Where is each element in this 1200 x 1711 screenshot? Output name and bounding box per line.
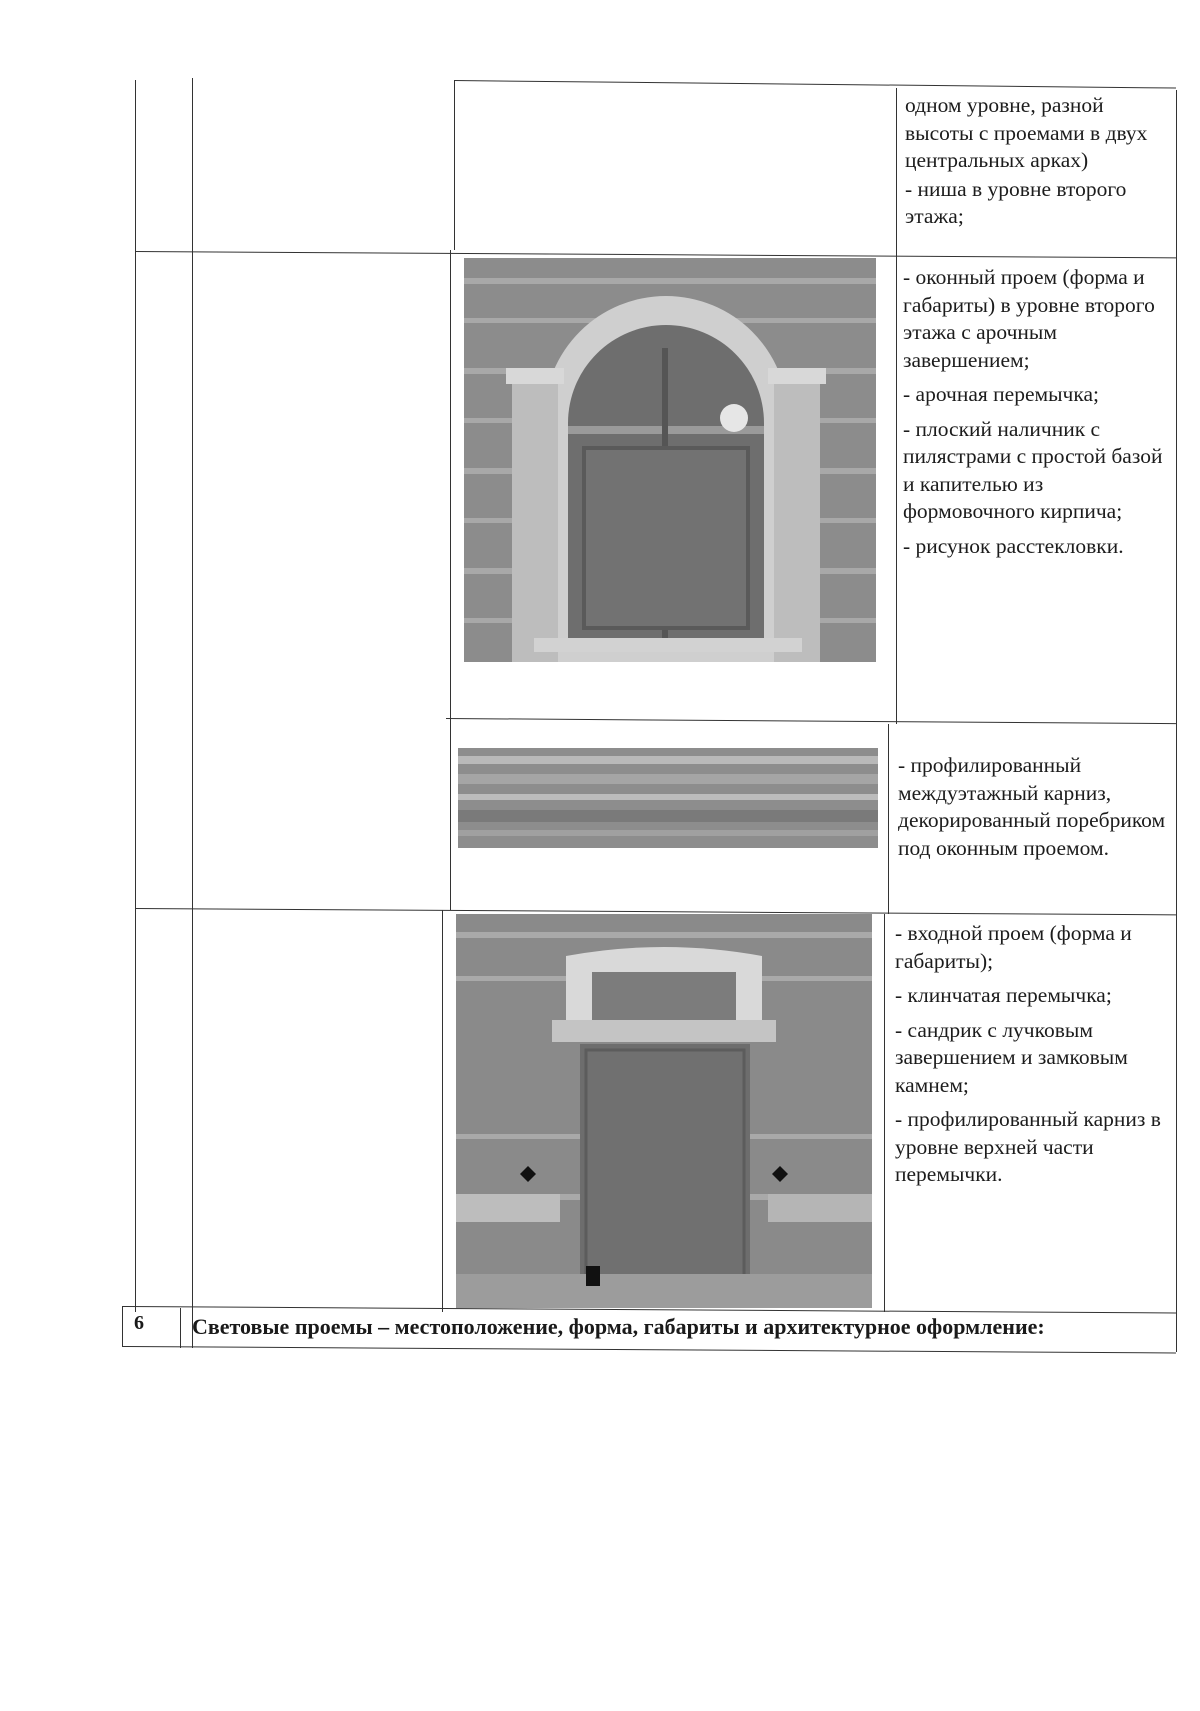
grid-line — [896, 88, 897, 724]
cornice-photo — [458, 748, 878, 848]
description-line: - ниша в уровне второго этажа; — [905, 176, 1127, 228]
grid-line — [442, 910, 443, 1312]
description-line: - рисунок расстекловки. — [903, 533, 1124, 558]
description-line: одном уровне, разной высоты с проемами в двух центральных арках) — [905, 93, 1148, 172]
description-line: - плоский наличник с пилястрами с простой базой и капителью из формовочного кирпича; — [903, 416, 1163, 523]
grid-line — [1176, 90, 1177, 1352]
description-cell-cornice — [898, 752, 1173, 869]
grid-line — [122, 1306, 123, 1346]
description-line: - входной проем (форма и габариты); — [895, 921, 1132, 973]
description-line: - профилированный междуэтажный карниз, декорированный поребриком под оконным проемом. — [898, 753, 1166, 860]
description-line: - сандрик с лучковым завершением и замковым камнем; — [895, 1017, 1128, 1097]
grid-line — [454, 80, 455, 250]
description-cell-window — [903, 264, 1173, 567]
grid-line — [454, 80, 1176, 89]
grid-line — [888, 724, 889, 914]
entrance-door-photo — [456, 914, 872, 1308]
description-line: - профилированный карниз в уровне верхней части перемычки. — [895, 1107, 1161, 1186]
description-line: - клинчатая перемычка; — [895, 983, 1112, 1007]
description-line: - оконный проем (форма и габариты) в уровне второго этажа с арочным завершением; — [903, 265, 1155, 372]
description-line: - арочная перемычка; — [903, 382, 1099, 406]
description-cell-entrance — [895, 920, 1173, 1196]
grid-line — [135, 80, 136, 1312]
grid-line — [450, 250, 451, 910]
description-cell-continued — [905, 92, 1173, 238]
grid-line — [122, 1346, 1176, 1353]
grid-line — [884, 914, 885, 1312]
section-title: Световые проемы – местоположение, форма, габариты и архитектурное оформление: — [192, 1314, 1045, 1339]
grid-line — [180, 1308, 181, 1348]
grid-line — [192, 78, 193, 1348]
arched-window-photo — [464, 258, 876, 662]
grid-line — [446, 718, 1176, 724]
row-number: 6 — [134, 1312, 144, 1334]
